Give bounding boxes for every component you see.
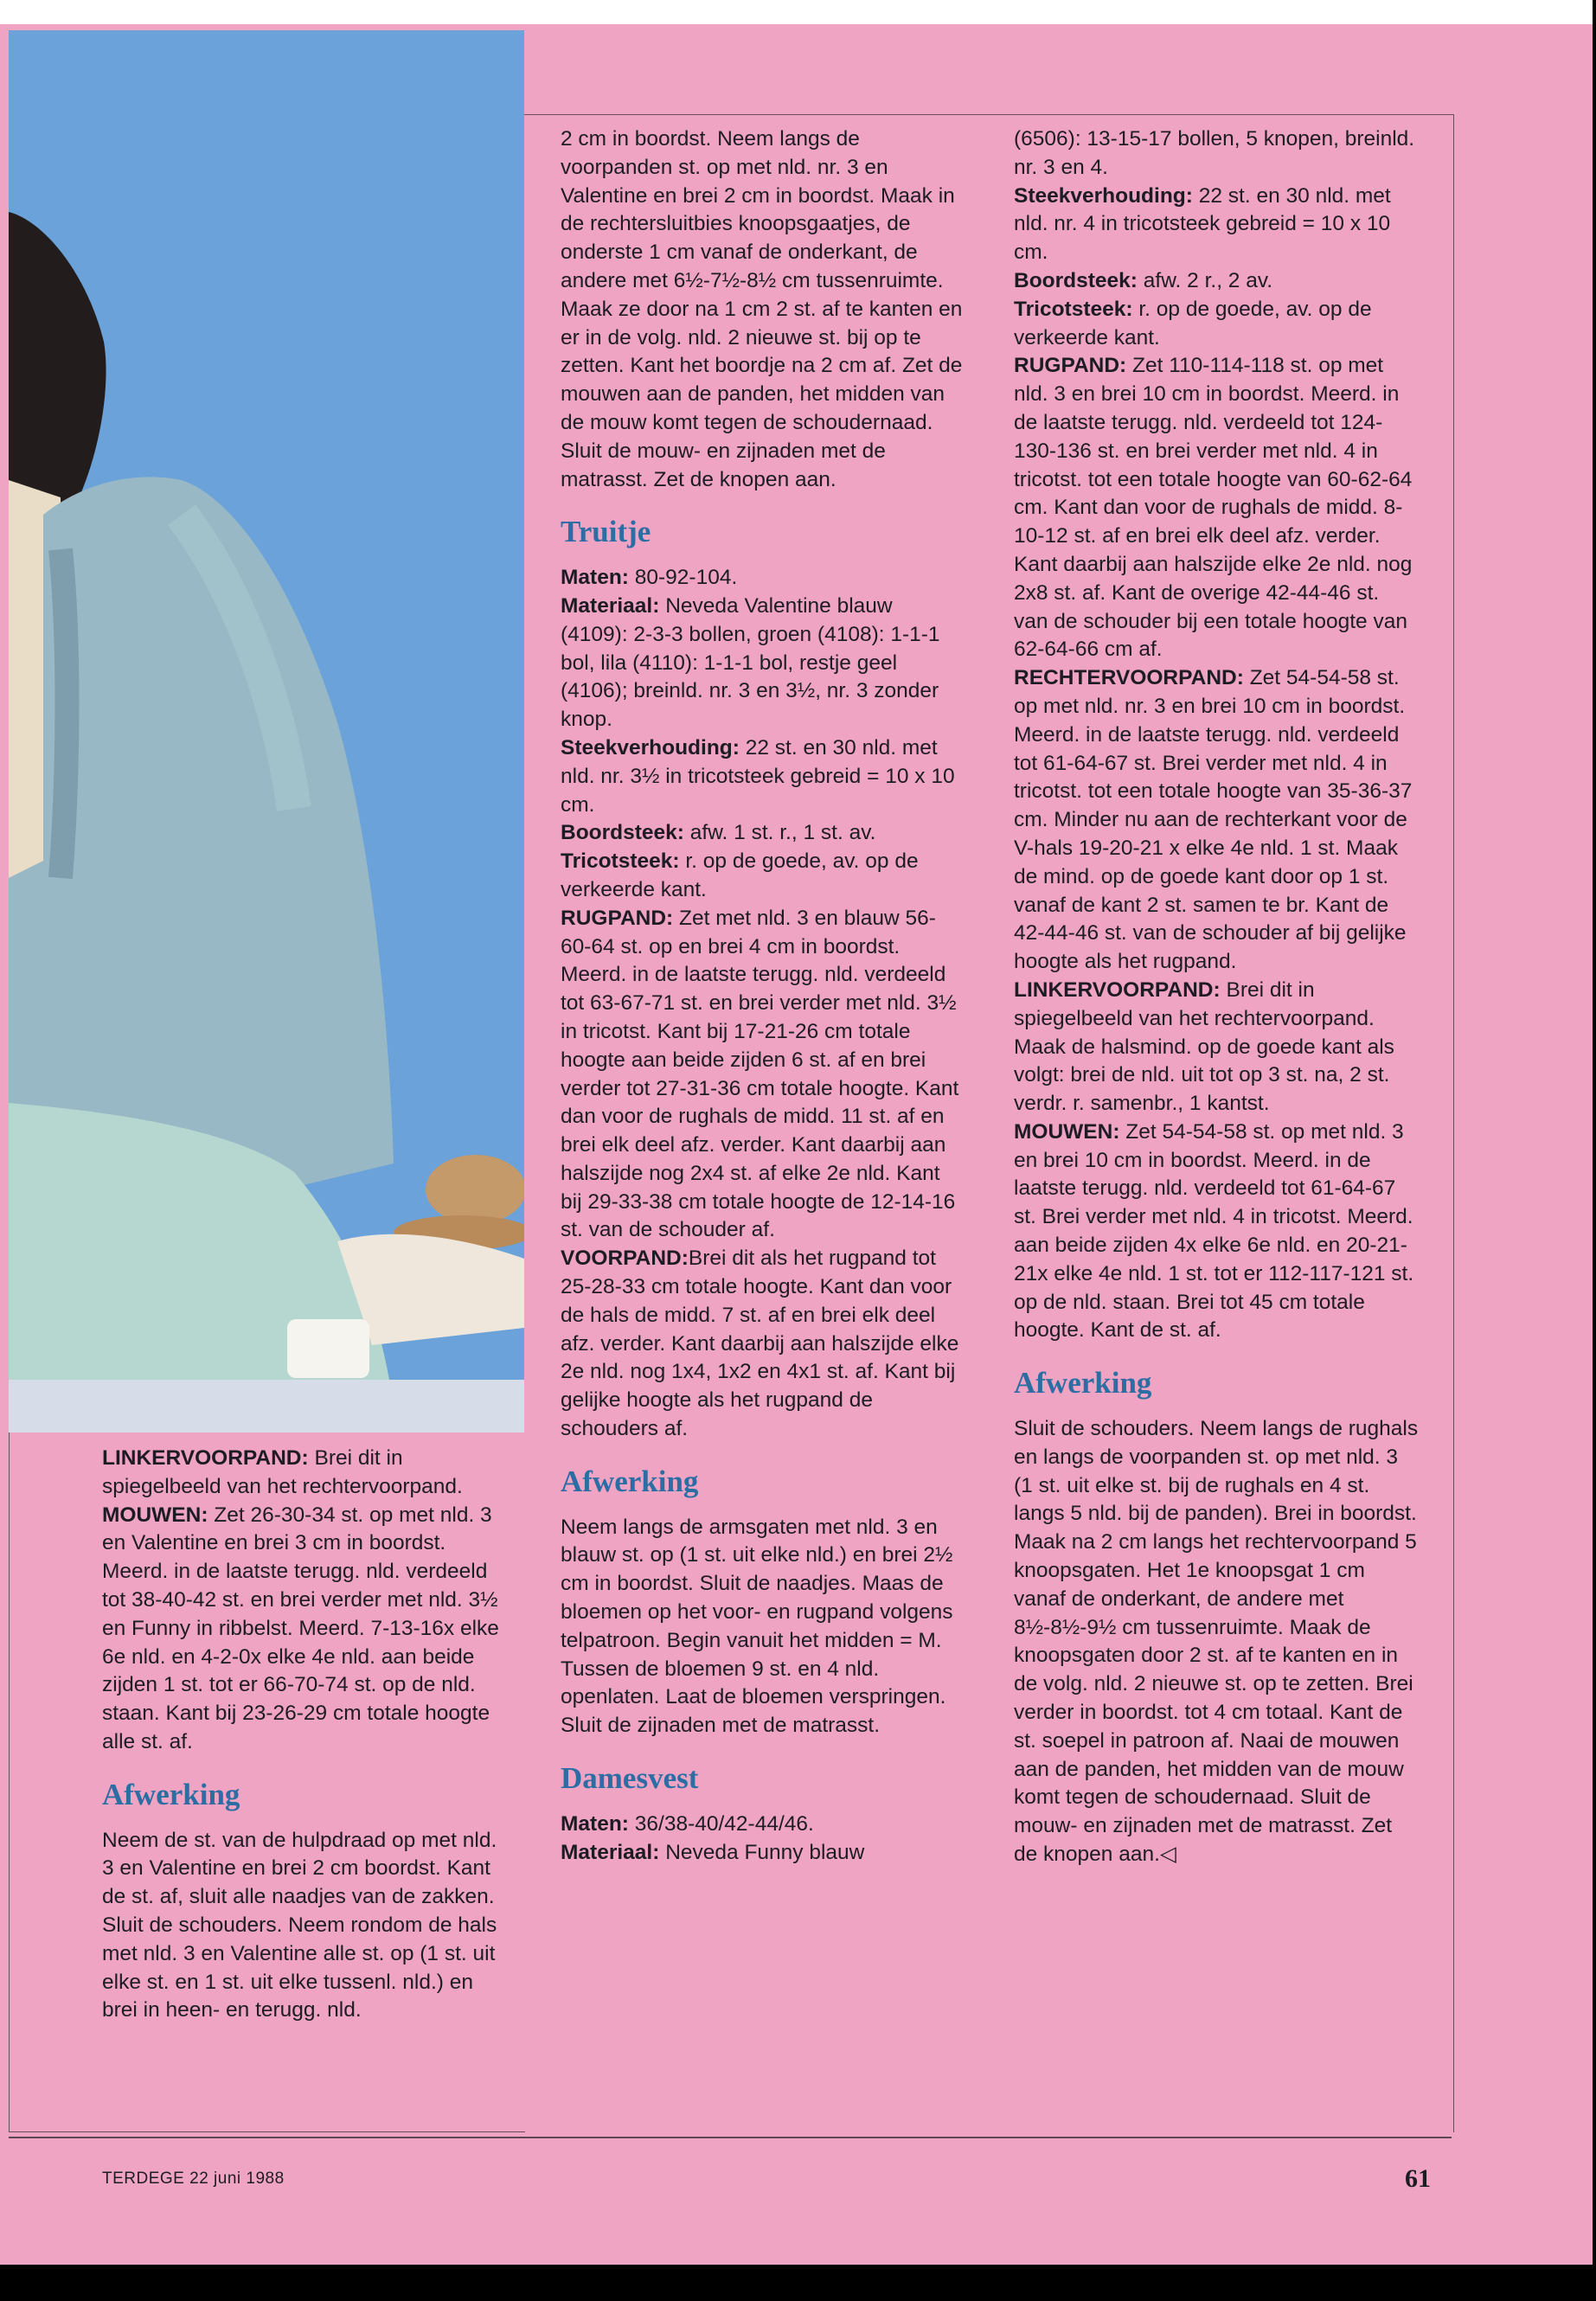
label-boordsteek: Boordsteek:	[1014, 268, 1138, 292]
label-linkervoorpand: LINKERVOORPAND:	[102, 1446, 309, 1470]
text-rugpand: Zet 110-114-118 st. op met nld. 3 en brei 10 cm in boordst. Meerd. in de laatste terugg. nld. verdeeld tot 124-130-136 st. en brei verder met nld. 4 in tricotst. tot een totale hoogte van 60-62-64 cm. Kant dan voor de rughals de midd. 8-10-12 st. af en brei elk deel afz. verder. Kant daarbij aan halszijde elke 2e nld. nog 2x8 st. af. Kant de overige 42-44-46 st. van de schouder bij een totale hoogte van 62-64-66 cm af.	[1014, 354, 1413, 662]
text-materiaal: Neveda Funny blauw	[659, 1840, 865, 1864]
paragraph-afwerking: Neem de st. van de hulpdraad op met nld. 3 en Valentine en brei 2 cm boordst. Kant de st. af, sluit alle naadjes van de zakken. Sluit de schouders. Neem rondom de hals met nld. 3 en Valentine alle st. op (1 st. uit elke st. en 1 st. uit elke tussenl. nld.) en brei in heen- en terugg. nld.	[102, 1828, 497, 2022]
heading-truitje: Truitje	[561, 515, 651, 549]
text-boordsteek: afw. 2 r., 2 av.	[1137, 268, 1273, 292]
label-boordsteek: Boordsteek:	[561, 821, 684, 845]
label-steekverhouding: Steekverhouding:	[1014, 183, 1193, 208]
label-tricotsteek: Tricotsteek:	[1014, 297, 1133, 321]
paragraph-linkervoorpand	[102, 1445, 505, 1502]
text-linkervoorpand: Brei dit in spiegelbeeld van het rechtervoorpand. Maak de halsmind. op de goede kant als volgt: brei de nld. uit tot op 3 st. na, 2 st. verdr. r. samenbr., 1 kantst.	[1014, 977, 1394, 1116]
heading-afwerking: Afwerking	[102, 1777, 240, 1811]
text-mouwen: Zet 54-54-58 st. op met nld. 3 en brei 10 cm in boordst. Meerd. in de laatste terugg. nld. verdeeld tot 61-64-67 st. Brei verder met nld. 4 in tricotst. Meerd. aan beide zijden 4x elke 6e nld. en 20-21-21x elke 4e nld. 1 st. tot er 112-117-121 st. op de nld. staan. Brei tot 45 cm totale hoogte. Kant de st. af.	[1014, 1119, 1414, 1343]
text-linkervoorpand: Brei dit in spiegelbeeld van het rechtervoorpand.	[102, 1446, 463, 1498]
column-left	[102, 1445, 505, 2025]
text-mouwen: Zet 26-30-34 st. op met nld. 3 en Valentine en brei 3 cm in boordst. Meerd. in de laatste terugg. nld. verdeeld tot 38-40-42 st. en brei verder met nld. 3½ en Funny in ribbelst. Meerd. 7-13-16x elke 6e nld. en 4-2-0x elke 4e nld. aan beide zijden 1 st. tot er 66-70-74 st. op de nld. staan. Kant bij 23-26-29 cm totale hoogte alle st. af.	[102, 1503, 499, 1753]
paragraph-steekverhouding	[561, 734, 964, 819]
photo-knitted-cardigan	[9, 30, 524, 1433]
footer-publication: TERDEGE 22 juni 1988	[102, 2170, 285, 2188]
paragraph-afwerking: Neem langs de armsgaten met nld. 3 en blauw st. op (1 st. uit elke nld.) en brei 2½ cm in boordst. Sluit de naadjes. Maas de bloemen op het voor- en rugpand volgens telpatroon. Begin vanuit het midden = M. Tussen de bloemen 9 st. en 4 nld. openlaten. Laat de bloemen verspringen. Sluit de zijnaden met de matrasst.	[561, 1515, 953, 1738]
scan-right-border	[1593, 0, 1596, 2301]
paragraph-rechtervoorpand	[1014, 664, 1419, 977]
label-mouwen: MOUWEN:	[1014, 1119, 1120, 1144]
heading-afwerking: Afwerking	[561, 1464, 699, 1498]
paragraph-rugpand	[1014, 352, 1419, 664]
paragraph-dv-materiaal	[561, 1839, 964, 1868]
text-rechtervoorpand: Zet 54-54-58 st. op met nld. nr. 3 en brei 10 cm in boordst. Meerd. in de laatste terugg. nld. verdeeld tot 61-64-67 st. Brei verder met nld. 4 in tricotst. tot een totale hoogte van 35-36-37 cm. Minder nu aan de rechterkant voor de V-hals 19-20-21 x elke 4e nld. 1 st. Maak de mind. op de goede kant door op 1 st. vanaf de kant 2 st. samen te br. Kant de 42-44-46 st. van de schouder af bij gelijke hoogte als het rugpand.	[1014, 666, 1413, 974]
paragraph-boordsteek	[561, 819, 964, 848]
paragraph-mouwen	[1014, 1118, 1419, 1345]
column-middle	[561, 125, 964, 1867]
paragraph-materiaal	[561, 593, 964, 734]
paragraph-dv-maten	[561, 1811, 964, 1839]
paragraph-afwerking	[1014, 1415, 1419, 1869]
paragraph-tricotsteek	[1014, 296, 1419, 353]
paragraph-boordsteek	[1014, 267, 1419, 296]
paragraph-mouwen	[102, 1502, 505, 1757]
label-rugpand: RUGPAND:	[1014, 354, 1127, 378]
text-tricotsteek: r. op de goede, av. op de verkeerde kant.	[1014, 297, 1372, 349]
heading-afwerking: Afwerking	[1014, 1366, 1152, 1400]
label-linkervoorpand: LINKERVOORPAND:	[1014, 977, 1221, 1002]
paragraph-rugpand	[561, 905, 964, 1246]
label-rechtervoorpand: RECHTERVOORPAND:	[1014, 666, 1244, 690]
heading-damesvest: Damesvest	[561, 1761, 699, 1796]
column-right	[1014, 125, 1419, 1869]
paragraph-maten	[561, 564, 964, 593]
end-mark-icon: ◁	[1159, 1843, 1176, 1867]
text-tricotsteek: r. op de goede, av. op de verkeerde kant.	[561, 849, 919, 901]
label-rugpand: RUGPAND:	[561, 906, 674, 930]
label-maten: Maten:	[561, 1811, 629, 1836]
text-rugpand: Zet met nld. 3 en blauw 56-60-64 st. op en brei 4 cm in boordst. Meerd. in de laatste terugg. nld. verdeeld tot 63-67-71 st. en brei verder met nld. 3½ in tricotst. Kant bij 17-21-26 cm totale hoogte aan beide zijden 6 st. af en brei verder tot 27-31-36 cm totale hoogte. Kant dan voor de rughals de midd. 11 st. af en brei elk deel afz. verder. Kant daarbij aan halszijde nog 2x4 st. af elke 2e nld. Kant bij 29-33-38 cm totale hoogte de 12-14-16 st. van de schouder af.	[561, 906, 959, 1242]
text-boordsteek: afw. 1 st. r., 1 st. av.	[683, 821, 876, 845]
photo-illustration	[9, 30, 524, 1433]
label-steekverhouding: Steekverhouding:	[561, 735, 740, 760]
label-tricotsteek: Tricotsteek:	[561, 849, 680, 874]
text-maten: 36/38-40/42-44/46.	[628, 1811, 814, 1836]
label-voorpand: VOORPAND:	[561, 1247, 689, 1271]
text-afwerking: Sluit de schouders. Neem langs de rughals en langs de voorpanden st. op met nld. 3 (1 st. uit elke st. bij de rughals en 4 st. langs 5 nld. bij de panden). Brei in boordst. Maak na 2 cm langs het rechtervoorpand 5 knoopsgaten. Het 1e knoopsgat 1 cm vanaf de onderkant, de andere met 8½-8½-9½ cm tussenruimte. Maak de knoopsgaten door 2 st. af te kanten en in de volg. nld. 2 nieuwe st. op te zetten. Brei verder in boordst. tot 4 cm totaal. Kant de st. soepel in patroon af. Naai de mouwen aan de panden, het midden van de mouw komt tegen de schoudernaad. Sluit de mouw- en zijnaden met de matrasst. Zet de knopen aan.	[1014, 1417, 1419, 1867]
text-maten: 80-92-104.	[628, 566, 738, 590]
label-materiaal: Materiaal:	[561, 593, 660, 618]
footer-rule	[9, 2137, 1452, 2138]
text-voorpand: Brei dit als het rugpand tot 25-28-33 cm totale hoogte. Kant dan voor de hals de midd. 7 st. af en brei elk deel afz. verder. Kant daarbij aan halszijde elke 2e nld. nog 1x4, 1x2 en 4x1 st. af. Kant bij gelijke hoogte als het rugpand de schouders af.	[561, 1247, 959, 1441]
paragraph-tricotsteek	[561, 848, 964, 905]
text-steekverhouding: 22 st. en 30 nld. met nld. nr. 3½ in tricotsteek gebreid = 10 x 10 cm.	[561, 735, 955, 817]
paragraph-linkervoorpand	[1014, 977, 1419, 1118]
scan-bottom-border	[0, 2265, 1596, 2301]
text-steekverhouding: 22 st. en 30 nld. met nld. nr. 4 in tricotsteek gebreid = 10 x 10 cm.	[1014, 183, 1391, 265]
label-mouwen: MOUWEN:	[102, 1503, 208, 1527]
paragraph-intro: 2 cm in boordst. Neem langs de voorpanden st. op met nld. nr. 3 en Valentine en brei 2 cm in boordst. Maak in de rechtersluitbies knoopsgaatjes, de onderste 1 cm vanaf de onderkant, de andere met 6½-7½-8½ cm tussenruimte. Maak ze door na 1 cm 2 st. af te kanten en er in de volg. nld. 2 nieuwe st. bij op te zetten. Kant het boordje na 2 cm af. Zet de mouwen aan de panden, het midden van de mouw komt tegen de schoudernaad. Sluit de mouw- en zijnaden met de matrasst. Zet de knopen aan.	[561, 127, 963, 491]
page-number: 61	[1405, 2164, 1431, 2193]
label-materiaal: Materiaal:	[561, 1840, 660, 1864]
text-materiaal: Neveda Valentine blauw (4109): 2-3-3 bollen, groen (4108): 1-1-1 bol, lila (4110): 1-1-1 bol, restje geel (4106); breinld. nr. 3 en 3½, nr. 3 zonder knop.	[561, 593, 940, 732]
label-maten: Maten:	[561, 566, 629, 590]
paragraph-voorpand	[561, 1245, 964, 1444]
paragraph-intro: (6506): 13-15-17 bollen, 5 knopen, breinld. nr. 3 en 4.	[1014, 127, 1415, 179]
paragraph-steekverhouding	[1014, 183, 1419, 267]
